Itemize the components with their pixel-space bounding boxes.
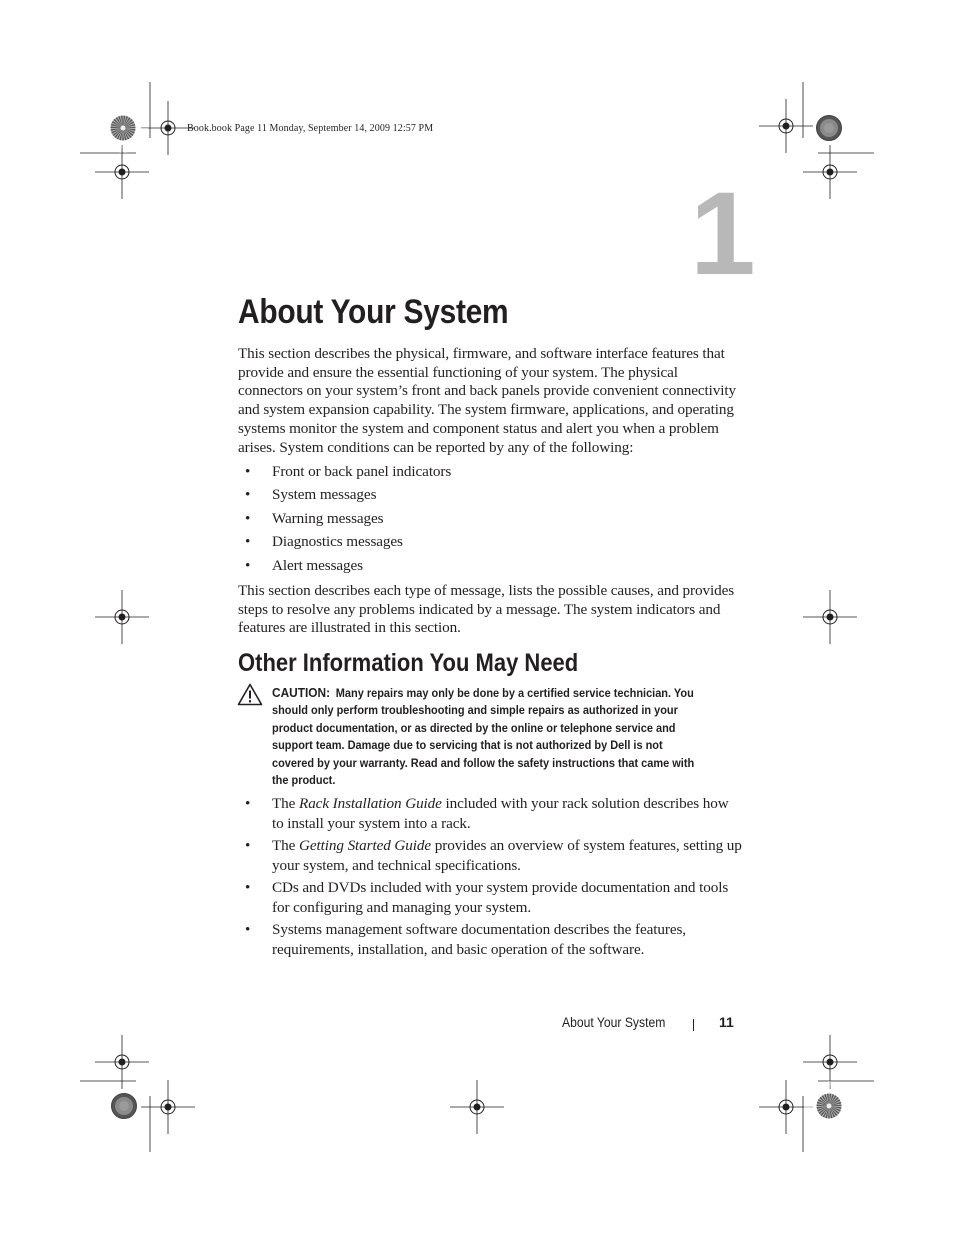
list-item: • Front or back panel indicators xyxy=(238,462,743,482)
documentation-list xyxy=(238,794,743,962)
list-item xyxy=(238,794,743,833)
intro-paragraph: This section describes the physical, firmware, and software interface features that provide and ensure the essential functioning of your system. The physical connectors on your system’s front and back panels provide convenient connectivity and system expansion capability. The system firmware, applications, and operating systems monitor the system and component status and alert you when a problem arises. System conditions can be reported by any of the following: xyxy=(238,345,737,456)
doc-text: CDs and DVDs included with your system provide documentation and tools for configuring and managing your system. xyxy=(272,879,729,916)
doc-text: provides an overview of system features, setting up your system, and technical specifications. xyxy=(272,837,742,874)
list-item xyxy=(238,920,743,959)
caution-notice xyxy=(272,684,708,789)
list-item xyxy=(238,836,743,875)
footer-section-title: About Your System xyxy=(562,1015,666,1030)
list-item: • Diagnostics messages xyxy=(238,532,743,552)
chapter-number: 1 xyxy=(690,168,752,300)
caution-triangle-icon xyxy=(237,683,263,706)
message-paragraph: This section describes each type of message, lists the possible causes, and provides steps to resolve any problems indicated by a message. The system indicators and features are illustrated in this section. xyxy=(238,582,735,637)
doc-text: The xyxy=(272,837,300,854)
doc-text: Systems management software documentation describes the features, requirements, installation, and basic operation of the software. xyxy=(272,921,686,958)
doc-title: Rack Installation Guide xyxy=(299,795,442,812)
footer-divider xyxy=(693,1019,694,1031)
section-heading: Other Information You May Need xyxy=(238,649,579,677)
caution-text: Many repairs may only be done by a certified service technician. You should only perform troubleshooting and simple repairs as authorized in your product documentation, or as directed by the online or telephone service and support team. Damage due to servicing that is not authorized by Dell is not covered by your warranty. Read and follow the safety instructions that came with the product. xyxy=(272,686,695,788)
page-title: About Your System xyxy=(238,293,509,331)
doc-text: The xyxy=(272,795,300,812)
print-slug: Book.book Page 11 Monday, September 14, 2009 12:57 PM xyxy=(187,123,434,134)
doc-text: included with your rack solution describes how to install your system into a rack. xyxy=(272,795,729,832)
list-item xyxy=(238,878,743,917)
page-number: 11 xyxy=(719,1014,734,1030)
caution-label: CAUTION: xyxy=(272,685,331,700)
list-item: • System messages xyxy=(238,485,743,505)
list-item: • Warning messages xyxy=(238,509,743,529)
doc-title: Getting Started Guide xyxy=(299,837,432,854)
indicator-list xyxy=(238,462,743,579)
list-item: • Alert messages xyxy=(238,556,743,576)
